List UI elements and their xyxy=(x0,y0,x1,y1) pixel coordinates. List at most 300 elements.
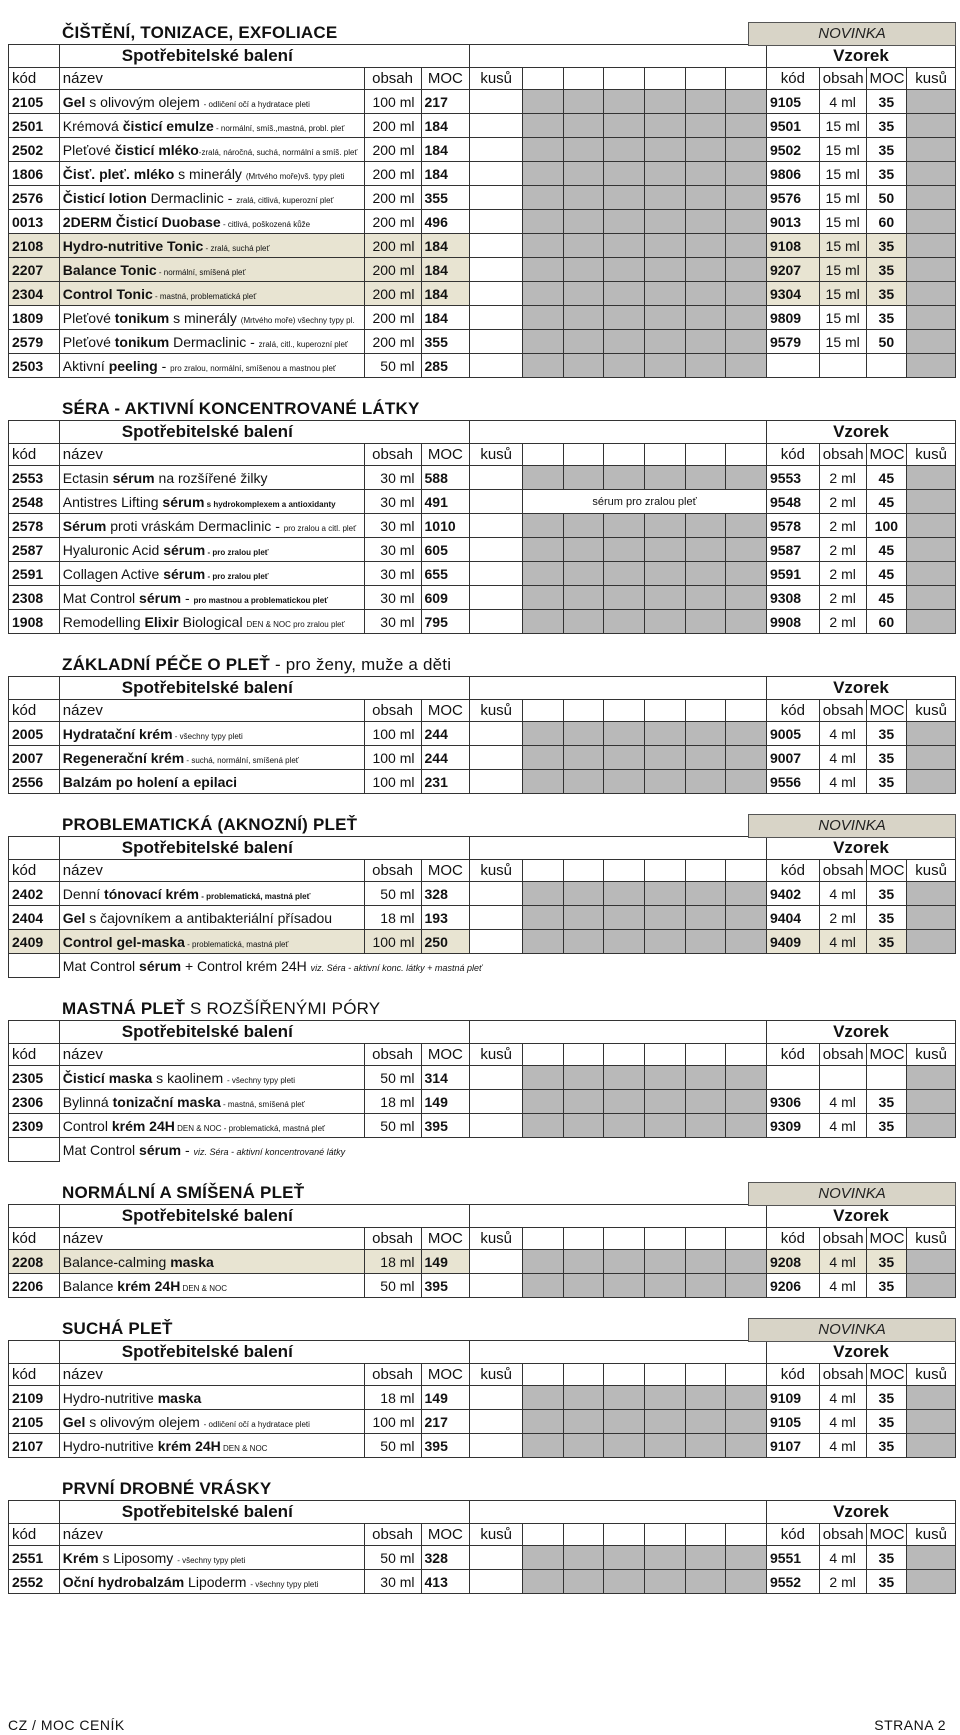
table-row xyxy=(9,1066,956,1090)
product-name: Ectasin sérum na rozšířené žilky xyxy=(59,466,364,490)
table-row xyxy=(9,514,956,538)
product-name: Control gel-maska - problematická, mastná pleť xyxy=(59,930,364,954)
product-code: 2409 xyxy=(9,930,60,954)
price-table xyxy=(8,44,956,378)
group-header-sample: Vzorek xyxy=(766,1341,955,1364)
sample-volume: 4 ml xyxy=(819,1386,866,1410)
sample-price: 100 xyxy=(866,514,907,538)
product-code: 2552 xyxy=(9,1570,60,1594)
column-header: MOC xyxy=(866,1044,907,1066)
table-row xyxy=(9,1250,956,1274)
product-code: 2005 xyxy=(9,722,60,746)
price-list xyxy=(8,2,956,1594)
quantity-cell[interactable] xyxy=(470,770,523,794)
table-row xyxy=(9,746,956,770)
table-row xyxy=(9,538,956,562)
column-header: obsah xyxy=(819,1364,866,1386)
column-header: kusů xyxy=(470,860,523,882)
product-price: 184 xyxy=(421,258,470,282)
column-header: MOC xyxy=(866,700,907,722)
sample-volume: 2 ml xyxy=(819,514,866,538)
product-code: 2309 xyxy=(9,1114,60,1138)
sample-code: 9007 xyxy=(766,746,819,770)
table-row xyxy=(9,258,956,282)
sample-volume: 4 ml xyxy=(819,930,866,954)
product-code: 2208 xyxy=(9,1250,60,1274)
sample-volume: 2 ml xyxy=(819,610,866,634)
sample-price: 35 xyxy=(866,1546,907,1570)
column-header: název xyxy=(59,700,364,722)
footer-left: CZ / MOC CENÍK xyxy=(8,1717,125,1733)
sample-quantity-cell xyxy=(907,586,956,610)
product-volume: 200 ml xyxy=(364,114,421,138)
product-price: 609 xyxy=(421,586,470,610)
sample-code: 9578 xyxy=(766,514,819,538)
section xyxy=(8,812,956,978)
product-code: 2556 xyxy=(9,770,60,794)
section xyxy=(8,1180,956,1298)
quantity-cell[interactable] xyxy=(470,258,523,282)
quantity-cell[interactable] xyxy=(470,306,523,330)
product-name: Hydro-nutritive Tonic - zralá, suchá pleť xyxy=(59,234,364,258)
table-row xyxy=(9,770,956,794)
sample-quantity-cell xyxy=(907,258,956,282)
price-table xyxy=(8,1340,956,1458)
quantity-cell[interactable] xyxy=(470,1250,523,1274)
product-price: 655 xyxy=(421,562,470,586)
product-code: 2308 xyxy=(9,586,60,610)
column-header: MOC xyxy=(866,1228,907,1250)
product-volume: 200 ml xyxy=(364,282,421,306)
quantity-cell[interactable] xyxy=(470,1434,523,1458)
table-row xyxy=(9,722,956,746)
quantity-cell[interactable] xyxy=(470,722,523,746)
product-name: 2DERM Čisticí Duobase - citlivá, poškozená kůže xyxy=(59,210,364,234)
product-code: 2107 xyxy=(9,1434,60,1458)
quantity-cell[interactable] xyxy=(470,882,523,906)
quantity-cell[interactable] xyxy=(470,746,523,770)
product-code: 2105 xyxy=(9,90,60,114)
footer-right: STRANA 2 xyxy=(874,1717,946,1733)
column-header: obsah xyxy=(364,1364,421,1386)
quantity-cell[interactable] xyxy=(470,1114,523,1138)
sample-volume: 15 ml xyxy=(819,186,866,210)
sample-volume: 15 ml xyxy=(819,282,866,306)
product-name: Balance krém 24H DEN & NOC xyxy=(59,1274,364,1298)
sample-code: 9404 xyxy=(766,906,819,930)
novinka-badge: NOVINKA xyxy=(748,1318,956,1342)
column-header: kód xyxy=(9,1364,60,1386)
quantity-cell[interactable] xyxy=(470,906,523,930)
quantity-cell[interactable] xyxy=(470,234,523,258)
product-name: Krém s Liposomy - všechny typy pleti xyxy=(59,1546,364,1570)
price-table xyxy=(8,676,956,794)
product-price: 149 xyxy=(421,1090,470,1114)
product-price: 250 xyxy=(421,930,470,954)
sample-quantity-cell xyxy=(907,1570,956,1594)
sample-volume: 2 ml xyxy=(819,906,866,930)
product-volume: 50 ml xyxy=(364,1274,421,1298)
table-row xyxy=(9,330,956,354)
section xyxy=(8,996,956,1162)
sample-quantity-cell xyxy=(907,538,956,562)
product-code: 2108 xyxy=(9,234,60,258)
table-row xyxy=(9,282,956,306)
product-name: Remodelling Elixir Biological DEN & NOC pro zralou pleť xyxy=(59,610,364,634)
sample-price: 35 xyxy=(866,770,907,794)
column-header: kusů xyxy=(907,860,956,882)
product-price: 184 xyxy=(421,234,470,258)
product-volume: 100 ml xyxy=(364,770,421,794)
sample-volume: 4 ml xyxy=(819,1274,866,1298)
quantity-cell[interactable] xyxy=(470,1410,523,1434)
column-header: název xyxy=(59,444,364,466)
column-header: MOC xyxy=(866,68,907,90)
product-code: 2503 xyxy=(9,354,60,378)
product-code: 2579 xyxy=(9,330,60,354)
quantity-cell[interactable] xyxy=(470,138,523,162)
section xyxy=(8,396,956,634)
sample-code: 9108 xyxy=(766,234,819,258)
section-title: MASTNÁ PLEŤ S ROZŠÍŘENÝMI PÓRY xyxy=(62,999,381,1018)
product-code: 2207 xyxy=(9,258,60,282)
column-header: kód xyxy=(9,68,60,90)
sample-price: 45 xyxy=(866,586,907,610)
table-row xyxy=(9,466,956,490)
product-code: 2587 xyxy=(9,538,60,562)
column-header: obsah xyxy=(364,444,421,466)
product-code: 2551 xyxy=(9,1546,60,1570)
table-row xyxy=(9,586,956,610)
column-header: kusů xyxy=(470,1228,523,1250)
sample-quantity-cell xyxy=(907,210,956,234)
sample-quantity-cell xyxy=(907,1250,956,1274)
sample-quantity-cell xyxy=(907,330,956,354)
sample-code: 9548 xyxy=(766,490,819,514)
product-name: Balzám po holení a epilaci xyxy=(59,770,364,794)
group-header-consumer: Spotřebitelské balení xyxy=(59,1341,469,1364)
column-header: MOC xyxy=(421,1524,470,1546)
product-name: Gel s olivovým olejem - odličení očí a hydratace pleti xyxy=(59,90,364,114)
sample-quantity-cell xyxy=(907,282,956,306)
column-header: obsah xyxy=(364,68,421,90)
product-volume: 50 ml xyxy=(364,1114,421,1138)
sample-volume: 15 ml xyxy=(819,234,866,258)
column-header: název xyxy=(59,860,364,882)
sample-quantity-cell xyxy=(907,1090,956,1114)
sample-quantity-cell xyxy=(907,610,956,634)
quantity-cell[interactable] xyxy=(470,610,523,634)
sample-quantity-cell xyxy=(907,722,956,746)
section xyxy=(8,20,956,378)
quantity-cell[interactable] xyxy=(470,1546,523,1570)
sample-quantity-cell xyxy=(907,234,956,258)
product-volume: 30 ml xyxy=(364,586,421,610)
column-header: kusů xyxy=(907,68,956,90)
product-name: Denní tónovací krém - problematická, mastná pleť xyxy=(59,882,364,906)
section xyxy=(8,1316,956,1458)
product-volume: 100 ml xyxy=(364,722,421,746)
product-volume: 30 ml xyxy=(364,1570,421,1594)
product-code: 2305 xyxy=(9,1066,60,1090)
product-price: 244 xyxy=(421,746,470,770)
product-code: 0013 xyxy=(9,210,60,234)
sample-price: 45 xyxy=(866,538,907,562)
sample-price: 35 xyxy=(866,930,907,954)
quantity-cell[interactable] xyxy=(470,162,523,186)
sample-code: 9579 xyxy=(766,330,819,354)
sample-code xyxy=(766,1066,819,1090)
quantity-cell[interactable] xyxy=(470,538,523,562)
table-row xyxy=(9,930,956,954)
product-volume: 100 ml xyxy=(364,746,421,770)
product-volume: 200 ml xyxy=(364,306,421,330)
quantity-cell[interactable] xyxy=(470,562,523,586)
sample-quantity-cell xyxy=(907,1546,956,1570)
quantity-cell[interactable] xyxy=(470,1066,523,1090)
quantity-cell[interactable] xyxy=(470,466,523,490)
sample-code: 9587 xyxy=(766,538,819,562)
quantity-cell[interactable] xyxy=(470,1386,523,1410)
sample-price: 35 xyxy=(866,746,907,770)
sample-price: 35 xyxy=(866,162,907,186)
group-header-sample: Vzorek xyxy=(766,1205,955,1228)
product-price: 413 xyxy=(421,1570,470,1594)
product-price: 496 xyxy=(421,210,470,234)
column-header: obsah xyxy=(819,860,866,882)
column-header: kusů xyxy=(470,1524,523,1546)
column-header: MOC xyxy=(866,1524,907,1546)
quantity-cell[interactable] xyxy=(470,1090,523,1114)
sample-code: 9502 xyxy=(766,138,819,162)
product-name: Mat Control sérum - pro mastnou a problematickou pleť xyxy=(59,586,364,610)
product-price: 395 xyxy=(421,1434,470,1458)
sample-price: 35 xyxy=(866,1570,907,1594)
quantity-cell[interactable] xyxy=(470,1274,523,1298)
column-header: název xyxy=(59,1524,364,1546)
product-price: 328 xyxy=(421,882,470,906)
column-header: MOC xyxy=(421,1044,470,1066)
sample-quantity-cell xyxy=(907,186,956,210)
price-table xyxy=(8,836,956,978)
column-header: kusů xyxy=(470,444,523,466)
sample-quantity-cell xyxy=(907,770,956,794)
group-header-consumer: Spotřebitelské balení xyxy=(59,837,469,860)
sample-volume: 2 ml xyxy=(819,538,866,562)
section-title: ZÁKLADNÍ PÉČE O PLEŤ - pro ženy, muže a děti xyxy=(62,655,452,674)
quantity-cell[interactable] xyxy=(470,282,523,306)
group-header-consumer: Spotřebitelské balení xyxy=(59,45,469,68)
product-volume: 50 ml xyxy=(364,1434,421,1458)
product-volume: 200 ml xyxy=(364,330,421,354)
quantity-cell[interactable] xyxy=(470,330,523,354)
product-price: 395 xyxy=(421,1274,470,1298)
product-name: Pleťové čisticí mléko-zralá, náročná, suchá, normální a smíš. pleť xyxy=(59,138,364,162)
group-header-sample: Vzorek xyxy=(766,677,955,700)
quantity-cell[interactable] xyxy=(470,114,523,138)
price-table xyxy=(8,1500,956,1594)
product-name: Hyaluronic Acid sérum - pro zralou pleť xyxy=(59,538,364,562)
column-header: obsah xyxy=(819,444,866,466)
sample-volume: 4 ml xyxy=(819,90,866,114)
product-code: 2306 xyxy=(9,1090,60,1114)
product-code: 2007 xyxy=(9,746,60,770)
column-header: kusů xyxy=(907,444,956,466)
product-name: Pleťové tonikum Dermaclinic - zralá, citl., kuperozní pleť xyxy=(59,330,364,354)
table-row xyxy=(9,1410,956,1434)
quantity-cell[interactable] xyxy=(470,586,523,610)
product-code: 2548 xyxy=(9,490,60,514)
column-header: kód xyxy=(766,1228,819,1250)
product-volume: 30 ml xyxy=(364,490,421,514)
sample-price: 35 xyxy=(866,1434,907,1458)
group-header-sample: Vzorek xyxy=(766,837,955,860)
product-code: 2109 xyxy=(9,1386,60,1410)
product-volume: 30 ml xyxy=(364,562,421,586)
column-header: název xyxy=(59,68,364,90)
quantity-cell[interactable] xyxy=(470,354,523,378)
novinka-badge: NOVINKA xyxy=(748,1182,956,1206)
sample-quantity-cell xyxy=(907,114,956,138)
section-note: Mat Control sérum + Control krém 24H viz. Séra - aktivní konc. látky + mastná pleť xyxy=(59,954,522,978)
section-title: PROBLEMATICKÁ (AKNOZNÍ) PLEŤ xyxy=(62,815,358,834)
novinka-badge: NOVINKA xyxy=(748,814,956,838)
sample-volume: 15 ml xyxy=(819,210,866,234)
product-volume: 200 ml xyxy=(364,234,421,258)
section-title: NORMÁLNÍ A SMÍŠENÁ PLEŤ xyxy=(62,1183,305,1202)
sample-code: 9005 xyxy=(766,722,819,746)
product-volume: 200 ml xyxy=(364,138,421,162)
sample-code: 9109 xyxy=(766,1386,819,1410)
table-row xyxy=(9,162,956,186)
sample-volume: 15 ml xyxy=(819,330,866,354)
product-volume: 18 ml xyxy=(364,906,421,930)
price-table xyxy=(8,420,956,634)
product-name: Regenerační krém - suchá, normální, smíšená pleť xyxy=(59,746,364,770)
column-header: obsah xyxy=(364,860,421,882)
product-price: 184 xyxy=(421,306,470,330)
quantity-cell[interactable] xyxy=(470,930,523,954)
product-price: 285 xyxy=(421,354,470,378)
product-price: 328 xyxy=(421,1546,470,1570)
column-header: kusů xyxy=(470,68,523,90)
sample-code: 9304 xyxy=(766,282,819,306)
product-name: Oční hydrobalzám Lipoderm - všechny typy pleti xyxy=(59,1570,364,1594)
product-code: 2206 xyxy=(9,1274,60,1298)
quantity-cell[interactable] xyxy=(470,490,523,514)
table-row xyxy=(9,1274,956,1298)
product-name: Control Tonic - mastná, problematická pleť xyxy=(59,282,364,306)
product-price: 184 xyxy=(421,138,470,162)
column-header: kód xyxy=(766,1044,819,1066)
sample-price: 35 xyxy=(866,1114,907,1138)
product-code: 2553 xyxy=(9,466,60,490)
sample-price: 45 xyxy=(866,490,907,514)
product-code: 2402 xyxy=(9,882,60,906)
table-row xyxy=(9,234,956,258)
sample-price: 35 xyxy=(866,306,907,330)
sample-quantity-cell xyxy=(907,162,956,186)
price-table xyxy=(8,1204,956,1298)
product-volume: 50 ml xyxy=(364,1066,421,1090)
product-volume: 200 ml xyxy=(364,186,421,210)
sample-quantity-cell xyxy=(907,1066,956,1090)
sample-price xyxy=(866,1066,907,1090)
sample-code: 9409 xyxy=(766,930,819,954)
product-volume: 30 ml xyxy=(364,514,421,538)
column-header: MOC xyxy=(421,68,470,90)
sample-quantity-cell xyxy=(907,1114,956,1138)
quantity-cell[interactable] xyxy=(470,514,523,538)
product-name: Čisticí maska s kaolinem - všechny typy pleti xyxy=(59,1066,364,1090)
sample-volume: 2 ml xyxy=(819,490,866,514)
sample-code: 9309 xyxy=(766,1114,819,1138)
quantity-cell[interactable] xyxy=(470,1570,523,1594)
product-name: Aktivní peeling - pro zralou, normální, smíšenou a mastnou pleť xyxy=(59,354,364,378)
quantity-cell[interactable] xyxy=(470,210,523,234)
product-volume: 18 ml xyxy=(364,1386,421,1410)
column-header: obsah xyxy=(364,1524,421,1546)
quantity-cell[interactable] xyxy=(470,90,523,114)
product-name: Antistres Lifting sérum s hydrokomplexem a antioxidanty xyxy=(59,490,364,514)
note-text: sérum pro zralou pleť xyxy=(523,490,767,514)
product-volume: 30 ml xyxy=(364,610,421,634)
sample-code: 9013 xyxy=(766,210,819,234)
table-row xyxy=(9,1546,956,1570)
table-row xyxy=(9,138,956,162)
sample-quantity-cell xyxy=(907,1434,956,1458)
column-header: kód xyxy=(766,700,819,722)
sample-volume: 4 ml xyxy=(819,746,866,770)
product-price: 231 xyxy=(421,770,470,794)
product-code: 1806 xyxy=(9,162,60,186)
product-price: 355 xyxy=(421,186,470,210)
group-header-sample: Vzorek xyxy=(766,1501,955,1524)
table-row xyxy=(9,490,956,514)
product-price: 244 xyxy=(421,722,470,746)
product-volume: 50 ml xyxy=(364,882,421,906)
section-title: SÉRA - AKTIVNÍ KONCENTROVANÉ LÁTKY xyxy=(62,399,420,418)
quantity-cell[interactable] xyxy=(470,186,523,210)
table-row xyxy=(9,1386,956,1410)
sample-quantity-cell xyxy=(907,1386,956,1410)
product-price: 184 xyxy=(421,114,470,138)
sample-volume: 4 ml xyxy=(819,1250,866,1274)
product-volume: 50 ml xyxy=(364,1546,421,1570)
section-title: PRVNÍ DROBNÉ VRÁSKY xyxy=(62,1479,272,1498)
product-name: Balance Tonic - normální, smíšená pleť xyxy=(59,258,364,282)
sample-volume: 4 ml xyxy=(819,1546,866,1570)
sample-quantity-cell xyxy=(907,906,956,930)
product-price: 193 xyxy=(421,906,470,930)
column-header: MOC xyxy=(866,444,907,466)
column-header: název xyxy=(59,1364,364,1386)
column-header: kusů xyxy=(907,1364,956,1386)
column-header: obsah xyxy=(819,1228,866,1250)
sample-code: 9908 xyxy=(766,610,819,634)
table-row xyxy=(9,1570,956,1594)
product-price: 795 xyxy=(421,610,470,634)
column-header: obsah xyxy=(819,1524,866,1546)
product-name: Control krém 24H DEN & NOC - problematická, mastná pleť xyxy=(59,1114,364,1138)
sample-price: 35 xyxy=(866,722,907,746)
product-name: Hydro-nutritive maska xyxy=(59,1386,364,1410)
sample-volume: 4 ml xyxy=(819,722,866,746)
sample-volume: 2 ml xyxy=(819,466,866,490)
sample-price: 45 xyxy=(866,562,907,586)
sample-code: 9207 xyxy=(766,258,819,282)
sample-code: 9809 xyxy=(766,306,819,330)
